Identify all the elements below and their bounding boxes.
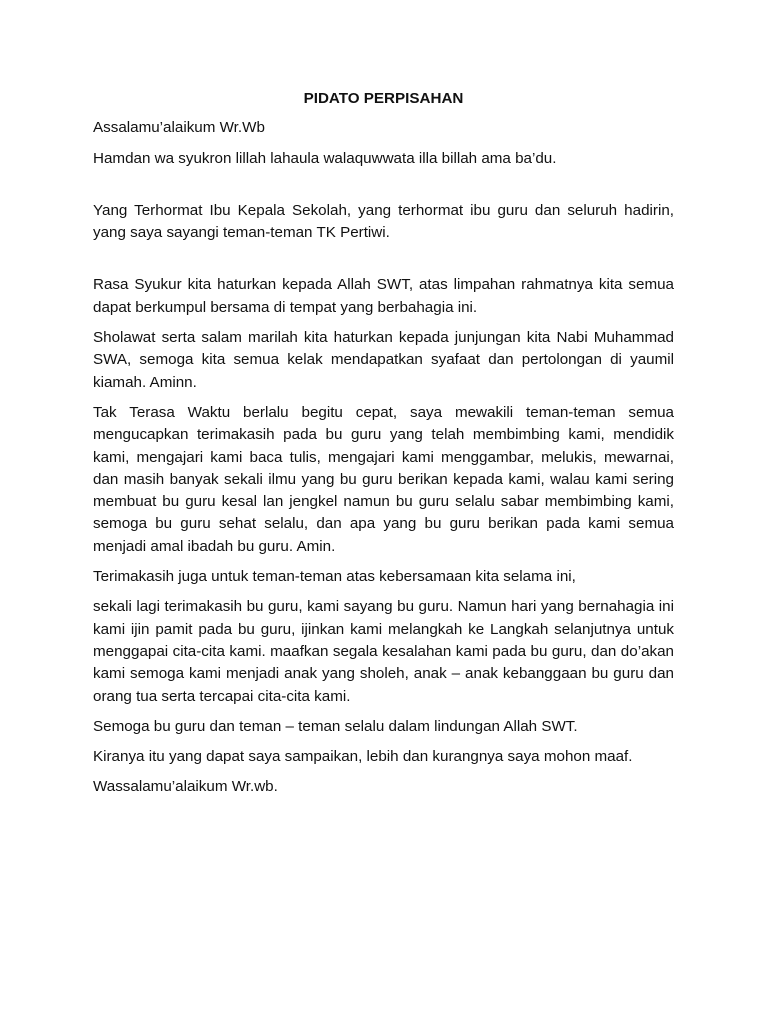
blank-line [93,178,674,200]
thanks-friends-paragraph: Terimakasih juga untuk teman-teman atas kebersamaan kita selama ini, [93,568,576,586]
opening-paragraph: Hamdan wa syukron lillah lahaula walaquwwata illa billah ama ba’du. [93,149,557,167]
salutation-paragraph: Yang Terhormat Ibu Kepala Sekolah, yang terhormat ibu guru dan seluruh hadirin, yang saya sayangi teman-teman TK Pertiwi. [93,201,674,242]
farewell-paragraph: sekali lagi terimakasih bu guru, kami sayang bu guru. Namun hari yang bernahagia ini kami ijin pamit pada bu guru, ijinkan kami melangkah ke Langkah selanjutnya untuk menggapai cita-cita kami. maafkan segala kesalahan kami pada bu guru, dan do’akan kami semoga kami menjadi anak yang sholeh, anak – anak kebanggaan bu guru dan orang tua serta tercapai cita-cita kami. [93,598,674,705]
greeting-paragraph: Assalamu’alaikum Wr.Wb [93,119,265,137]
document-title: PIDATO PERPISAHAN [303,90,464,107]
thanks-teachers-paragraph: Tak Terasa Waktu berlalu begitu cepat, saya mewakili teman-teman semua mengucapkan terimakasih pada bu guru yang telah membimbing kami, mendidik kami, mengajari kami baca tulis, mengajari kami menggambar, melukis, mewarnai, dan masih banyak sekali ilmu yang bu guru berikan kepada kami, walau kami sering membuat bu guru kesal lan jengkel namun bu guru selalu sabar membimbing kami, semoga bu guru sehat selalu, dan apa yang bu guru berikan pada kami semua menjadi amal ibadah bu guru. Amin. [93,403,674,555]
apology-paragraph: Kiranya itu yang dapat saya sampaikan, lebih dan kurangnya saya mohon maaf. [93,748,633,766]
document-body [93,88,674,807]
closing-paragraph: Wassalamu’alaikum Wr.wb. [93,778,278,796]
blank-line [93,252,674,274]
wish-paragraph: Semoga bu guru dan teman – teman selalu dalam lindungan Allah SWT. [93,717,578,735]
gratitude-paragraph: Rasa Syukur kita haturkan kepada Allah SWT, atas limpahan rahmatnya kita semua dapat berkumpul bersama di tempat yang berbahagia ini. [93,276,674,316]
sholawat-paragraph: Sholawat serta salam marilah kita haturkan kepada junjungan kita Nabi Muhammad SWA, semoga kita semua kelak mendapatkan syafaat dan pertolongan di yaumil kiamah. Aminn. [93,329,674,391]
